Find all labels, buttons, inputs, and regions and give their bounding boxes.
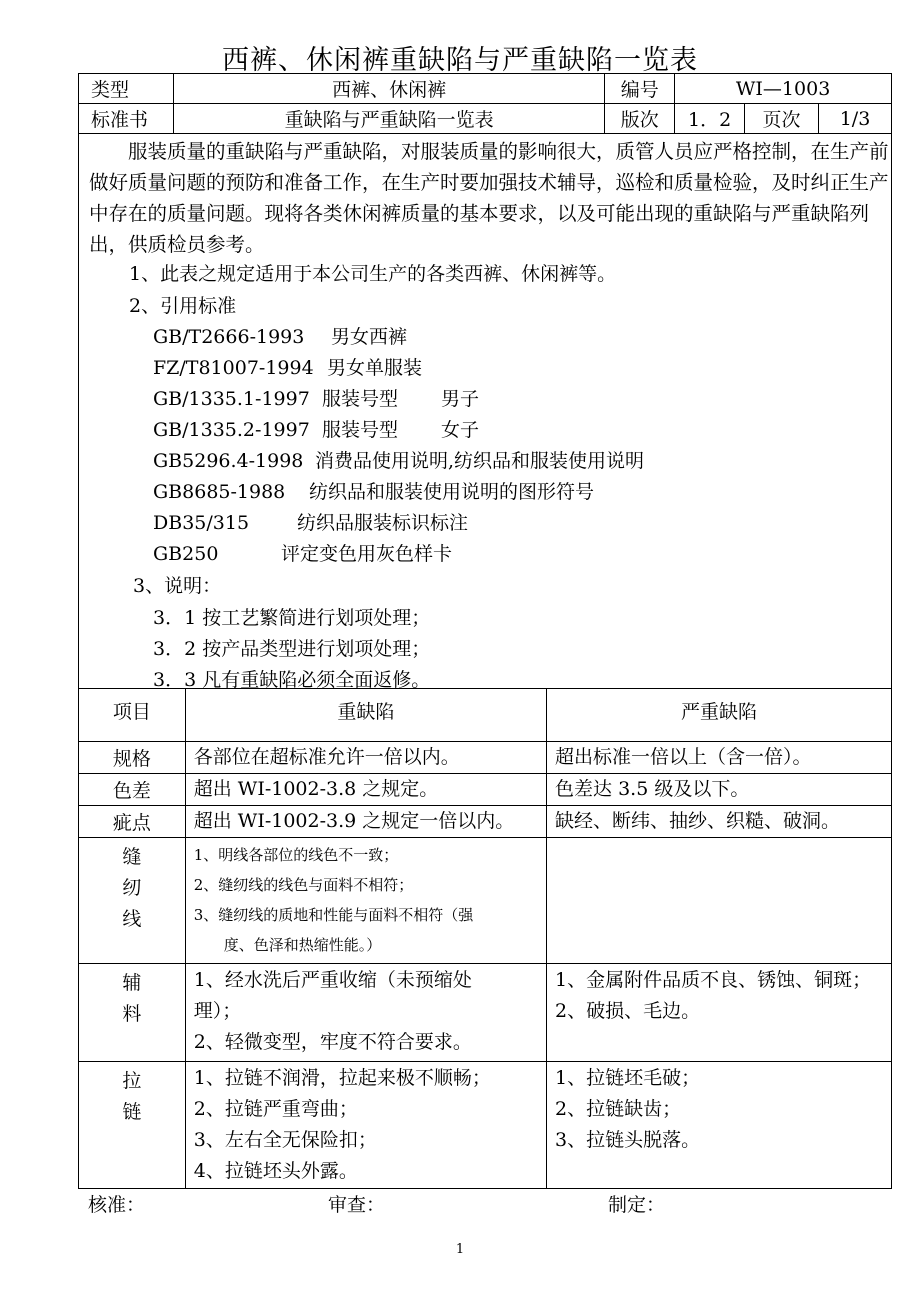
col-header-major: 重缺陷: [185, 689, 546, 742]
standard-name: 服装号型: [322, 388, 399, 410]
intro-paragraph: 服装质量的重缺陷与严重缺陷，对服装质量的影响很大，质管人员应严格控制，在生产前做好质量问题的预防和准备工作，在生产时要加强技术辅导，巡检和质量检验，及时纠正生产中存在的质量问题。现将各类休闲裤质量的基本要求，以及可能出现的重缺陷与严重缺陷列出，供质检员参考。: [89, 140, 889, 256]
row-critical: 缺经、断纬、抽纱、织糙、破洞。: [547, 806, 892, 838]
row-critical: [547, 838, 892, 964]
table-row: [79, 774, 892, 806]
make-label: 制定：: [608, 1194, 666, 1216]
intro-section: [78, 131, 892, 691]
table-row: [79, 838, 892, 964]
scope-item: 1、此表之规定适用于本公司生产的各类西裤、休闲裤等。: [129, 263, 617, 285]
standard-name: 消费品使用说明,纺织品和服装使用说明: [315, 450, 645, 472]
note-item: 3．3 凡有重缺陷必须全面返修。: [153, 669, 431, 691]
standard-code: GB/T2666-1993: [153, 326, 305, 348]
row-critical: 1、拉链坯毛破； 2、拉链缺齿； 3、拉链头脱落。: [547, 1062, 892, 1189]
version-value: 1．2: [675, 104, 745, 134]
row-item: 缝 纫 线: [79, 838, 186, 964]
notes-heading: 3、说明：: [133, 575, 222, 597]
row-major: 超出 WI-1002-3.8 之规定。: [185, 774, 546, 806]
version-label: 版次: [605, 104, 675, 134]
standard-name: 男女单服装: [327, 357, 423, 379]
standard-name: 纺织品服装标识标注: [297, 512, 469, 534]
row-critical: 超出标准一倍以上（含一倍）。: [547, 742, 892, 774]
row-critical: 1、金属附件品质不良、锈蚀、铜斑； 2、破损、毛边。: [547, 964, 892, 1062]
std-value: 重缺陷与严重缺陷一览表: [173, 104, 604, 134]
row-major: 1、经水洗后严重收缩（未预缩处 理）； 2、轻微变型，牢度不符合要求。: [185, 964, 546, 1062]
code-label: 编号: [605, 74, 675, 104]
note-item: 3．1 按工艺繁简进行划项处理；: [153, 607, 431, 629]
standard-code: DB35/315: [153, 512, 250, 534]
note-item: 3．2 按产品类型进行划项处理；: [153, 638, 431, 660]
row-item: 辅 料: [79, 964, 186, 1062]
standard-code: GB/1335.2-1997: [153, 419, 310, 441]
col-header-critical: 严重缺陷: [547, 689, 892, 742]
type-label: 类型: [79, 74, 174, 104]
standard-name: 评定变色用灰色样卡: [281, 543, 453, 565]
standard-extra: 女子: [441, 419, 480, 441]
type-value: 西裤、休闲裤: [173, 74, 604, 104]
row-major: 超出 WI-1002-3.9 之规定一倍以内。: [185, 806, 546, 838]
standard-code: GB250: [153, 543, 219, 565]
standard-code: FZ/T81007-1994: [153, 357, 314, 379]
std-label: 标准书: [79, 104, 174, 134]
standard-code: GB5296.4-1998: [153, 450, 304, 472]
row-major: 1、明线各部位的线色不一致； 2、缝纫线的线色与面料不相符； 3、缝纫线的质地和性能与面料不相符（强 度、色泽和热缩性能。）: [185, 838, 546, 964]
standard-code: GB/1335.1-1997: [153, 388, 310, 410]
table-row: [79, 1062, 892, 1189]
row-item: 色差: [79, 774, 186, 806]
page-label: 页次: [745, 104, 819, 134]
page-number: 1: [455, 1242, 465, 1257]
row-major: 1、拉链不润滑，拉起来极不顺畅； 2、拉链严重弯曲； 3、左右全无保险扣； 4、拉链坯头外露。: [185, 1062, 546, 1189]
row-item: 规格: [79, 742, 186, 774]
row-major: 各部位在超标准允许一倍以内。: [185, 742, 546, 774]
row-critical: 色差达 3.5 级及以下。: [547, 774, 892, 806]
header-table: [78, 73, 892, 134]
page-title: 西裤、休闲裤重缺陷与严重缺陷一览表: [222, 45, 698, 76]
table-row: [79, 742, 892, 774]
row-item: 疵点: [79, 806, 186, 838]
standard-name: 纺织品和服装使用说明的图形符号: [309, 481, 595, 503]
standard-extra: 男子: [441, 388, 480, 410]
row-item: 拉 链: [79, 1062, 186, 1189]
standard-code: GB8685-1988: [153, 481, 286, 503]
review-label: 审查：: [328, 1194, 386, 1216]
table-row: [79, 806, 892, 838]
col-header-item: 项目: [79, 689, 186, 742]
table-row: [79, 964, 892, 1062]
defect-table: [78, 688, 892, 1189]
page-value: 1/3: [819, 104, 892, 134]
approve-label: 核准：: [88, 1194, 146, 1216]
standard-name: 男女西裤: [331, 326, 408, 348]
standard-name: 服装号型: [322, 419, 399, 441]
standards-heading: 2、引用标准: [129, 295, 237, 317]
code-value: WI—1003: [675, 74, 892, 104]
